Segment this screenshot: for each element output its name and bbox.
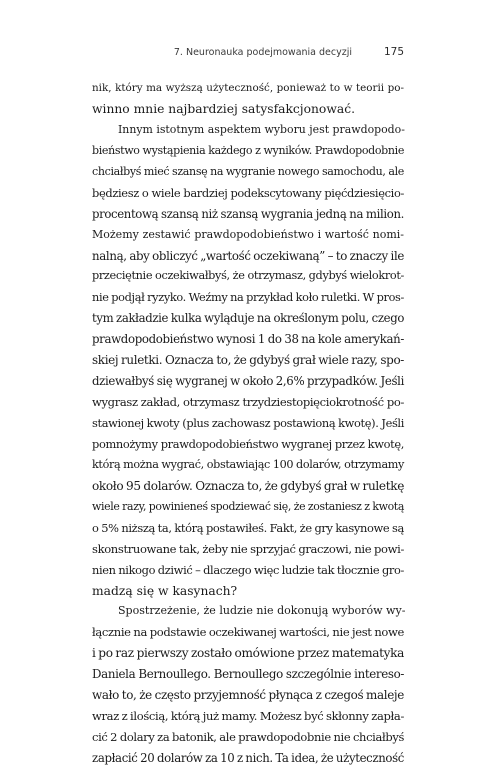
text-line: Daniela Bernoullego. Bernoullego szczególnie intereso- [92,667,404,682]
text-line: wało to, że często przyjemność płynąca z czegoś maleje [92,688,404,703]
paragraph [92,78,404,120]
page-number: 175 [383,46,404,58]
text-line: nik, który ma wyższą użyteczność, ponieważ to w teorii po- [92,82,404,94]
text-line: skonstruowane tak, żeby nie sprzyjać graczowi, nie powi- [92,541,404,556]
text-line: wygrasz zakład, otrzymasz trzydziestopięciokrotność po- [92,395,404,410]
text-line: około 95 dolarów. Oznacza to, że gdybyś grał w ruletkę [92,478,404,493]
text-line: cić 2 dolary za batonik, ale prawdopodobnie nie chciałbyś [92,730,404,745]
text-line: dziewałbyś się wygranej w około 2,6% przypadków. Jeśli [92,374,404,389]
text-line: Innym istotnym aspektem wyboru jest prawdopodo- [118,122,405,136]
text-line: przeciętnie oczekiwałbyś, że otrzymasz, gdybyś wielokrot- [92,269,404,283]
text-line: bieństwo wystąpienia każdego z wyników. Prawdopodobnie [92,143,404,157]
text-line: zapłacić 20 dolarów za 10 z nich. Ta idea, że użyteczność [92,751,404,765]
paragraph [92,601,404,769]
text-line: nien nikogo dziwić – dlaczego więc ludzie tak tłocznie gro- [92,562,404,577]
text-line: którą można wygrać, obstawiając 100 dolarów, otrzymamy [92,457,404,471]
text-line: stawionej kwoty (plus zachowasz postawioną kwotę). Jeśli [92,416,404,430]
text-line: madzą się w kasynach? [92,583,238,598]
text-line: chciałbyś mieć szansę na wygranie nowego samochodu, ale [92,164,404,178]
running-header [92,47,404,63]
text-line: tym zakładzie kulka wyląduje na określonym polu, czego [92,311,404,326]
text-line: pomnożymy prawdopodobieństwo wygranej przez kwotę, [92,436,404,451]
text-line: łącznie na podstawie oczekiwanej wartości, nie jest nowe [92,625,404,640]
paragraph [92,120,404,602]
text-line: o 5% niższą ta, którą postawiłeś. Fakt, że gry kasynowe są [92,520,404,535]
chapter-title: 7. Neuronauka podejmowania decyzji [173,47,352,58]
text-line: i po raz pierwszy zostało omówione przez matematyka [92,646,404,661]
text-line: procentową szansą niż szansą wygrania jedną na milion. [92,206,404,221]
text-line: wiele razy, powinieneś spodziewać się, że zostaniesz z kwotą [92,499,404,513]
text-line: nie podjął ryzyko. Weźmy na przykład koło ruletki. W pros- [92,290,404,305]
text-line: nalną, aby obliczyć „wartość oczekiwaną” – to znaczy ile [92,248,404,263]
text-line: prawdopodobieństwo wynosi 1 do 38 na kole amerykań- [92,332,404,347]
text-line: winno mnie najbardziej satysfakcjonować. [92,101,355,116]
text-line: Spostrzeżenie, że ludzie nie dokonują wyborów wy- [118,604,406,618]
text-line: skiej ruletki. Oznacza to, że gdybyś grał wiele razy, spo- [92,353,404,368]
text-line: będziesz o wiele bardziej podekscytowany pięćdziesięcio- [92,185,404,200]
text-line: wraz z ilością, którą już mamy. Możesz być skłonny zapła- [92,709,404,724]
body-text [92,78,404,769]
text-line: Możemy zestawić prawdopodobieństwo i wartość nomi- [92,227,404,241]
